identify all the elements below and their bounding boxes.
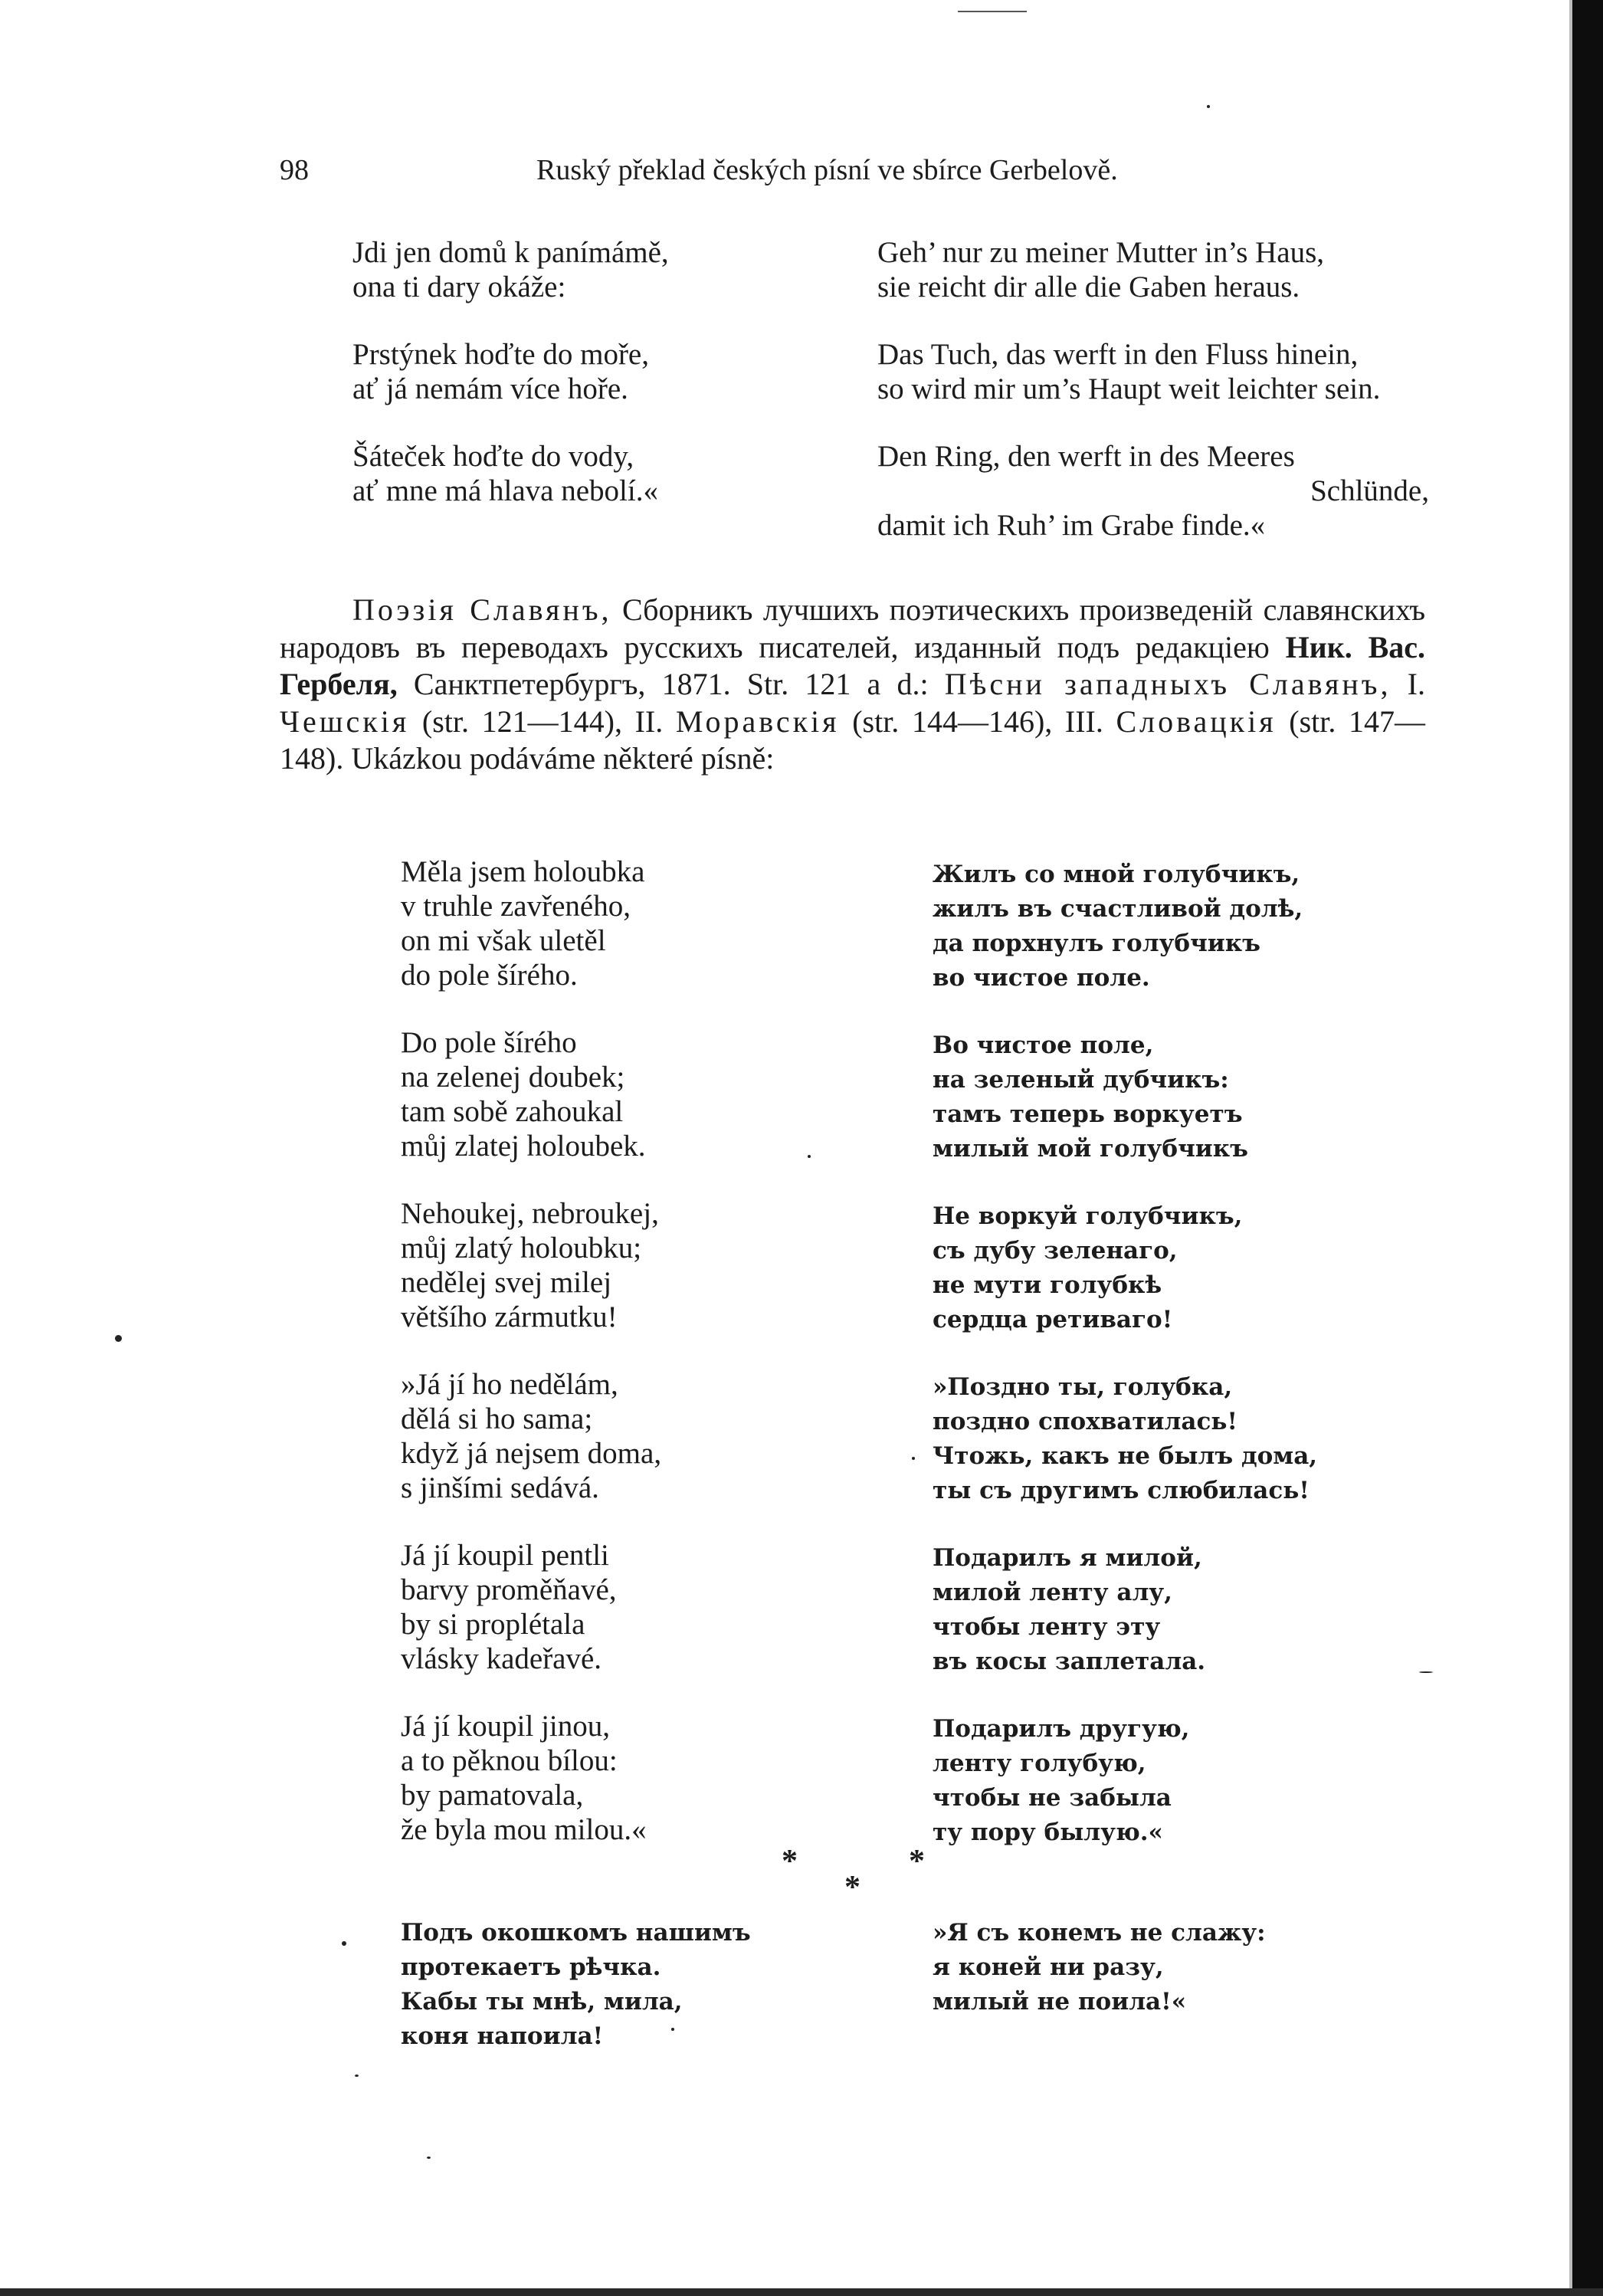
russian-song	[933, 858, 1362, 1883]
verse-line: Подъ окошкомъ нашимъ	[401, 1919, 751, 1947]
bottom-edge	[0, 2288, 1603, 2296]
verse-line: ať mne má hlava nebolí.«	[352, 474, 658, 507]
verse-line: съ дубу зеленаго,	[933, 1237, 1178, 1264]
verse-line: »Поздно ты, голубка,	[933, 1373, 1233, 1401]
section-title: Словацкія	[1116, 704, 1277, 739]
verse-line: Подарилъ другую,	[933, 1715, 1190, 1743]
verse-line: жилъ въ счастливой долѣ,	[933, 895, 1303, 923]
top-rule	[958, 11, 1027, 12]
verse-line: »Já jí ho nedělám,	[401, 1368, 618, 1401]
verse-line: Подарилъ я милой,	[933, 1544, 1202, 1572]
verse-line: do pole šírého.	[401, 959, 578, 992]
stanza	[933, 1370, 1362, 1508]
stanza	[933, 1541, 1362, 1679]
verse-line: že byla mou milou.«	[401, 1813, 647, 1846]
stanza	[401, 1709, 784, 1847]
verse-line: ленту голубую,	[933, 1750, 1146, 1777]
paragraph-text: Санктпетербургъ, 1871. Str. 121 a d.:	[397, 667, 945, 701]
verse-line	[877, 439, 1429, 474]
verse-line: сердца ретиваго!	[933, 1306, 1173, 1333]
verse-line: Жилъ со мной голубчикъ,	[933, 861, 1300, 888]
verse-line: Šáteček hoďte do vody,	[352, 440, 634, 473]
verse-line: милый мой голубчикъ	[933, 1135, 1248, 1163]
section-title: Пѣсни западныхъ Славянъ,	[944, 667, 1392, 701]
scan-speck	[671, 2028, 674, 2031]
stanza	[401, 1025, 784, 1163]
stanza	[352, 235, 751, 304]
verse-line: v truhle zavřeného,	[401, 890, 631, 923]
verse-line: s jinšími sedává.	[401, 1471, 599, 1504]
scan-speck	[1419, 1671, 1433, 1673]
verse-line: ona ti dary okáže:	[352, 271, 566, 303]
verse-line: милой ленту алу,	[933, 1579, 1172, 1606]
asterisk: *	[844, 1870, 861, 1905]
section-title: Чешскія	[280, 704, 410, 739]
verse-line: Měla jsem holoubka	[401, 855, 645, 888]
verse-line: Кабы ты мнѣ, мила,	[401, 1988, 683, 2016]
verse-line: Do pole šírého	[401, 1026, 577, 1059]
stanza	[352, 439, 751, 508]
verse-line: damit ich Ruh’ im Grabe finde.«	[877, 509, 1266, 542]
czech-song	[401, 854, 784, 1880]
verse-line: да порхнулъ голубчикъ	[933, 930, 1260, 957]
russian-verses-bottom-left	[401, 1916, 830, 2054]
stanza	[352, 337, 751, 406]
verse-line: Nehoukej, nebroukej,	[401, 1197, 659, 1230]
editor-name: Ник. Вас. Гербеля,	[280, 629, 1426, 701]
verse-line: чтобы ленту эту	[933, 1613, 1161, 1641]
verse-line: поздно спохватилась!	[933, 1408, 1237, 1435]
stanza	[933, 1712, 1362, 1850]
page-number: 98	[280, 154, 309, 186]
verse-line: on mi však uletěl	[401, 924, 606, 957]
stanza	[877, 337, 1429, 406]
verse-line: když já nejsem doma,	[401, 1437, 662, 1470]
verse-line: тамъ теперь воркуетъ	[933, 1100, 1243, 1128]
stanza	[401, 1538, 784, 1676]
paragraph-text: (str. 147—148). Ukázkou podáváme některé písně:	[280, 704, 1425, 776]
stanza	[877, 439, 1429, 543]
verse-line: Чтожь, какъ не былъ дома,	[933, 1442, 1318, 1470]
paragraph-text: Сборникъ лучшихъ поэтическихъ произведеній славянскихъ народовъ въ переводахъ русскихъ писателей, изданный подъ редакціею	[280, 592, 1426, 664]
verse-line-continuation: Schlünde,	[1310, 474, 1429, 507]
verse-line: nedělej svej milej	[401, 1266, 612, 1299]
verse-line: a to pěknou bílou:	[401, 1744, 618, 1777]
verse-line: въ косы заплетала.	[933, 1648, 1206, 1675]
verse-line: tam sobě zahoukal	[401, 1095, 624, 1128]
section-separator	[774, 1843, 942, 1904]
bibliographic-paragraph	[280, 592, 1425, 778]
verse-line: Jdi jen domů k panímámě,	[352, 236, 669, 269]
verse-line: Geh’ nur zu meiner Mutter in’s Haus,	[877, 236, 1325, 269]
verse-line: »Я съ конемъ не слажу:	[933, 1919, 1266, 1947]
verse-line: můj zlatý holoubku;	[401, 1232, 642, 1264]
verse-line: většího zármutku!	[401, 1301, 618, 1333]
asterisk: *	[782, 1844, 798, 1879]
stanza	[401, 1196, 784, 1334]
verse-line: by si proplétala	[401, 1608, 585, 1641]
verse-line: můj zlatej holoubek.	[401, 1130, 646, 1163]
verse-line: na zelenej doubek;	[401, 1061, 625, 1094]
scan-speck	[342, 1941, 346, 1946]
stanza	[933, 1028, 1362, 1166]
verse-line: Já jí koupil pentli	[401, 1539, 609, 1572]
verse-line: Já jí koupil jinou,	[401, 1710, 610, 1743]
verse-line: не мути голубкѣ	[933, 1271, 1162, 1299]
verse-line: ты съ другимъ слюбилась!	[933, 1477, 1310, 1504]
verse-line: я коней ни разу,	[933, 1953, 1164, 1981]
running-header	[280, 153, 1421, 192]
verse-line: so wird mir um’s Haupt weit leichter sein.	[877, 372, 1381, 405]
paragraph-text: (str. 121—144), II.	[409, 704, 676, 739]
russian-verses-bottom-right	[933, 1916, 1362, 2019]
book-title: Поэзія Славянъ,	[352, 592, 612, 627]
verse-line: ať já nemám více hoře.	[352, 372, 628, 405]
scan-speck	[912, 1457, 915, 1460]
verse-line: коня напоила!	[401, 2022, 604, 2050]
czech-verses-top	[352, 235, 751, 541]
scan-speck	[115, 1335, 122, 1342]
stanza	[401, 1367, 784, 1505]
verse-line: Das Tuch, das werft in den Fluss hinein,	[877, 338, 1359, 371]
asterisk: *	[909, 1844, 925, 1879]
scan-speck	[427, 2157, 431, 2159]
stanza	[401, 854, 784, 992]
verse-line: протекаетъ рѣчка.	[401, 1953, 661, 1981]
paragraph-text: (str. 144—146), III.	[839, 704, 1116, 739]
scan-speck	[1207, 105, 1210, 108]
verse-line: by pamatovala,	[401, 1779, 584, 1812]
stanza	[933, 1199, 1362, 1337]
verse-line: barvy proměňavé,	[401, 1573, 617, 1606]
running-title: Ruský překlad českých písní ve sbírce Gerbelově.	[536, 154, 1118, 186]
verse-line: Не воркуй голубчикъ,	[933, 1202, 1243, 1230]
verse-line-part: Den Ring, den werft in des Meeres	[877, 440, 1295, 473]
german-verses-top	[877, 235, 1429, 576]
page-edge	[1572, 0, 1603, 2296]
verse-line: милый не поила!«	[933, 1988, 1187, 2016]
section-title: Моравскія	[675, 704, 840, 739]
paragraph-text: I.	[1391, 667, 1425, 701]
scan-speck	[355, 2075, 359, 2077]
verse-line: vlásky kadeřavé.	[401, 1642, 602, 1675]
stanza	[933, 858, 1362, 995]
verse-line: Во чистое поле,	[933, 1032, 1154, 1059]
verse-line: чтобы не забыла	[933, 1784, 1172, 1812]
verse-line: Prstýnek hoďte do moře,	[352, 338, 649, 371]
verse-line: на зеленый дубчикъ:	[933, 1066, 1229, 1094]
verse-line: ту пору былую.«	[933, 1819, 1163, 1846]
verse-line: во чистое поле.	[933, 964, 1150, 992]
stanza	[877, 235, 1429, 304]
verse-line: sie reicht dir alle die Gaben heraus.	[877, 271, 1300, 303]
scan-speck	[808, 1155, 811, 1158]
verse-line: dělá si ho sama;	[401, 1402, 593, 1435]
